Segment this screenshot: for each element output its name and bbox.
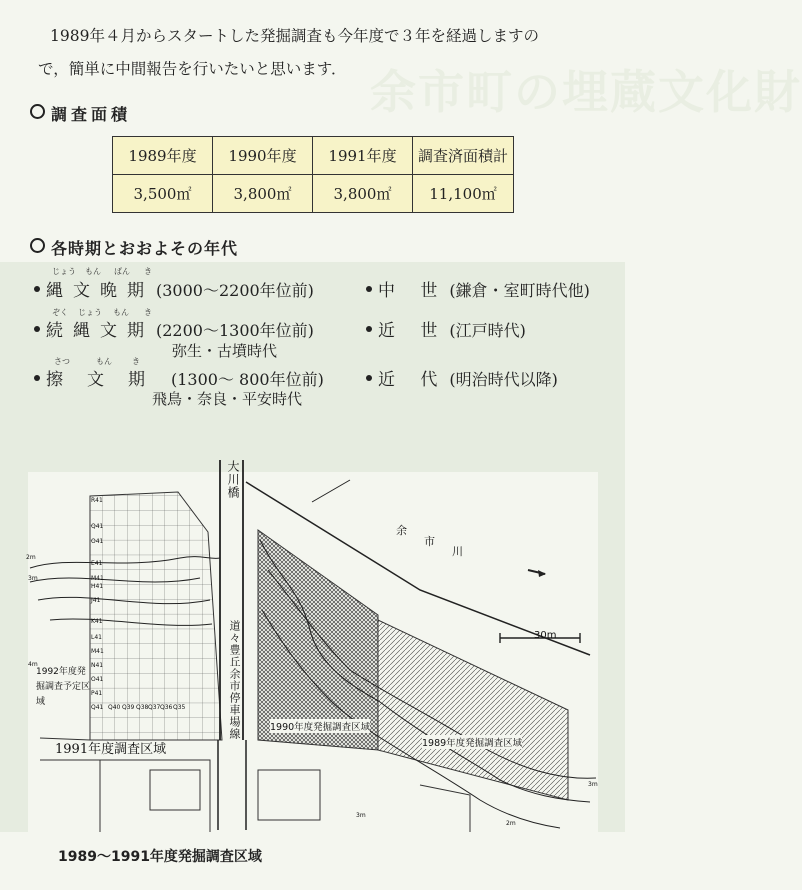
scale-label: 30m bbox=[534, 630, 557, 641]
bullet-icon bbox=[34, 286, 40, 292]
period-medieval: 中 世 (鎌倉・室町時代他) bbox=[366, 276, 590, 301]
grid-row-label: K41 bbox=[91, 618, 103, 625]
grid-col-label: Q35 bbox=[173, 704, 186, 711]
header-cell: 1989年度 bbox=[113, 137, 213, 175]
area-1991-label: 1991年度調査区域 bbox=[55, 742, 167, 757]
grid-row-label: L41 bbox=[91, 634, 102, 641]
river-label: 川 bbox=[452, 545, 463, 558]
area-1992-grid bbox=[90, 492, 222, 740]
bullet-icon bbox=[34, 375, 40, 381]
bullet-icon bbox=[366, 375, 372, 381]
area-1989-label: 1989年度発掘調査区域 bbox=[422, 735, 522, 749]
grid-row-label: R41 bbox=[91, 497, 103, 504]
area-1992-label: 1992年度発掘調査予定区域 bbox=[36, 667, 91, 707]
grid-row-label: Q41 bbox=[91, 704, 104, 711]
grid-row-label: M41 bbox=[91, 575, 104, 582]
ruby-text: さつ bbox=[54, 357, 70, 366]
contour-label: 2m bbox=[506, 820, 516, 827]
period-satsumon-sub: 飛鳥・奈良・平安時代 bbox=[152, 390, 303, 408]
value-cell: 11,100㎡ bbox=[413, 175, 514, 213]
ruby-text: き bbox=[144, 267, 152, 276]
ruby-text: ぞく bbox=[52, 308, 68, 317]
contour-label: 2m bbox=[26, 554, 36, 561]
background-title: 余市町の埋蔵文化財 bbox=[370, 65, 802, 119]
grid-col-label: Q40 bbox=[108, 704, 121, 711]
period-section-title: 各時期とおおよその年代 bbox=[30, 236, 238, 259]
map-caption: 1989〜1991年度発掘調査区域 bbox=[58, 849, 262, 865]
ruby-text: ばん bbox=[114, 267, 130, 276]
intro-line-2: で，簡単に中間報告を行いたいと思います． bbox=[38, 60, 347, 78]
contour-label: 3m bbox=[28, 575, 38, 582]
river-label: 市 bbox=[424, 535, 435, 548]
intro-text bbox=[38, 20, 598, 86]
ruby-text: き bbox=[132, 357, 140, 366]
grid-col-label: Q37 bbox=[148, 704, 161, 711]
period-jomon-late: 縄文晩期 (3000〜2200年位前) bbox=[34, 276, 314, 301]
contour-label: 3m bbox=[588, 781, 598, 788]
ruby-text: じょう bbox=[52, 267, 76, 276]
contour-label: 3m bbox=[356, 812, 366, 819]
ruby-text: もん bbox=[96, 357, 112, 366]
ruby-text: もん bbox=[85, 267, 101, 276]
contour-label: 4m bbox=[28, 661, 38, 668]
period-epi-jomon: 続縄文期 (2200〜1300年位前) bbox=[34, 316, 314, 341]
ruby-text: き bbox=[144, 308, 152, 317]
ruby-text: もん bbox=[113, 308, 129, 317]
grid-row-label: J41 bbox=[91, 597, 101, 604]
ruby-text: じょう bbox=[78, 308, 102, 317]
period-modern: 近 代 (明治時代以降) bbox=[366, 365, 558, 390]
grid-row-label: Q41 bbox=[91, 523, 104, 530]
grid-row-label: P41 bbox=[91, 690, 103, 697]
period-early-modern: 近 世 (江戸時代) bbox=[366, 316, 526, 341]
table-header-row bbox=[113, 137, 514, 175]
value-cell: 3,500㎡ bbox=[113, 175, 213, 213]
table-row bbox=[113, 175, 514, 213]
grid-col-label: Q38 bbox=[136, 704, 149, 711]
railway-label: 道々豊丘余市停車場線 bbox=[228, 620, 241, 740]
grid-col-label: Q39 bbox=[122, 704, 135, 711]
area-1990-label: 1990年度発掘調査区域 bbox=[270, 719, 370, 733]
grid-row-label: E41 bbox=[91, 560, 103, 567]
bullet-icon bbox=[366, 326, 372, 332]
period-epi-jomon-sub: 弥生・古墳時代 bbox=[172, 342, 278, 360]
grid-row-label: O41 bbox=[91, 538, 104, 545]
grid-row-label: H41 bbox=[91, 583, 104, 590]
area-table bbox=[112, 136, 514, 213]
bullet-icon bbox=[366, 286, 372, 292]
grid-row-label: O41 bbox=[91, 676, 104, 683]
header-cell: 調査済面積計 bbox=[413, 137, 514, 175]
circle-icon bbox=[30, 104, 45, 119]
grid-row-label: M41 bbox=[91, 648, 104, 655]
header-cell: 1990年度 bbox=[213, 137, 313, 175]
bridge-label: 大川橋 bbox=[226, 460, 240, 499]
circle-icon bbox=[30, 238, 45, 253]
value-cell: 3,800㎡ bbox=[213, 175, 313, 213]
value-cell: 3,800㎡ bbox=[313, 175, 413, 213]
bullet-icon bbox=[34, 326, 40, 332]
header-cell: 1991年度 bbox=[313, 137, 413, 175]
grid-col-label: Q36 bbox=[160, 704, 173, 711]
area-section-title: 調査面積 bbox=[30, 102, 131, 125]
period-satsumon: 擦文期 (1300〜 800年位前) bbox=[34, 365, 324, 390]
grid-row-label: N41 bbox=[91, 662, 104, 669]
intro-line-1: 1989年４月からスタートした発掘調査も今年度で３年を経過しますの bbox=[50, 27, 539, 45]
river-label: 余 bbox=[396, 524, 407, 537]
